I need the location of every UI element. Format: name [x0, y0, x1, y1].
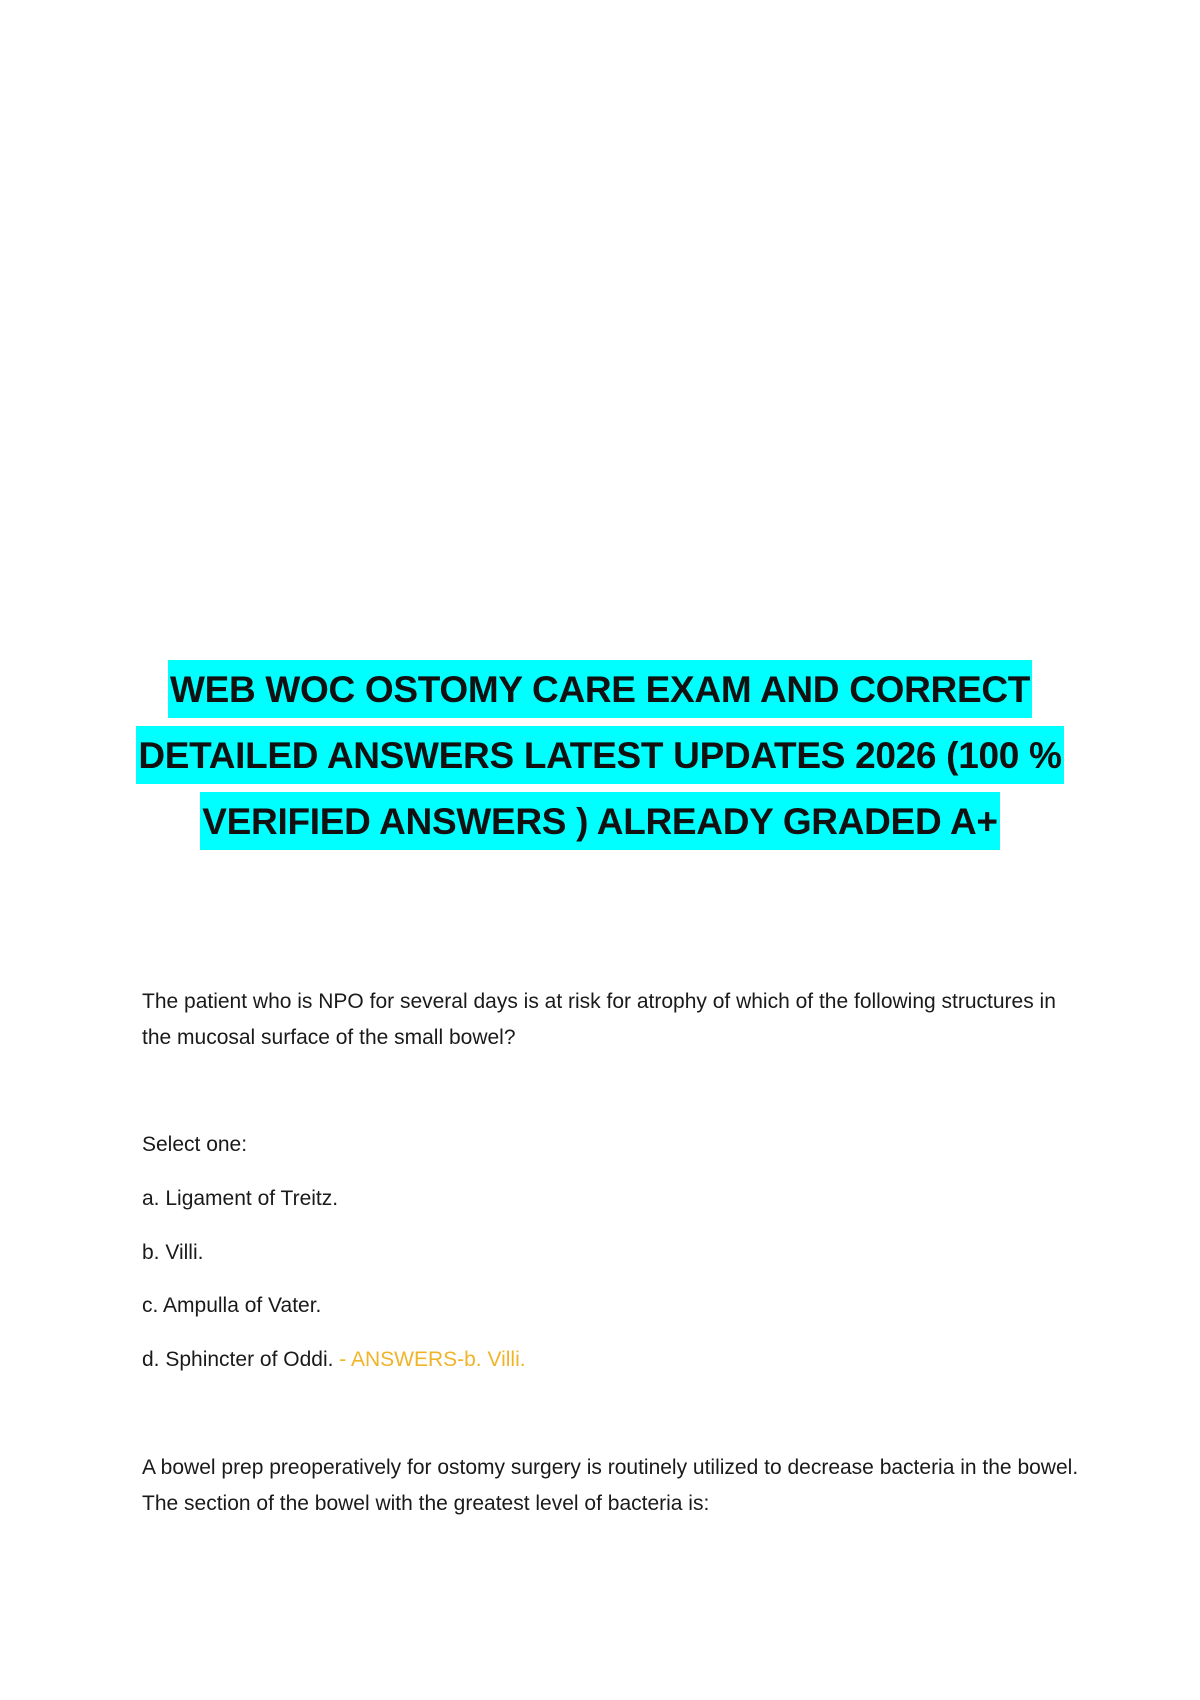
document-title: [100, 660, 1100, 858]
question-2-text: A bowel prep preoperatively for ostomy surgery is routinely utilized to decrease bacteria in the bowel. The section of the bowel with the greatest level of bacteria is:: [142, 1456, 1079, 1515]
question-1-select-label: Select one:: [142, 1133, 248, 1156]
question-1-option-d-line: [142, 1342, 1082, 1378]
title-line-3: VERIFIED ANSWERS ) ALREADY GRADED A+: [200, 792, 999, 850]
question-1-option-b: b. Villi.: [142, 1241, 204, 1264]
question-1-answer: - ANSWERS-b. Villi.: [333, 1348, 526, 1371]
question-1-option-a: a. Ligament of Treitz.: [142, 1187, 339, 1210]
title-line-2: DETAILED ANSWERS LATEST UPDATES 2026 (100 %: [136, 726, 1063, 784]
question-1-text: The patient who is NPO for several days is at risk for atrophy of which of the following structures in the mucosal surface of the small bowel?: [142, 990, 1056, 1049]
question-1-option-c: c. Ampulla of Vater.: [142, 1294, 322, 1317]
question-1-option-d: d. Sphincter of Oddi.: [142, 1348, 334, 1371]
title-line-1: WEB WOC OSTOMY CARE EXAM AND CORRECT: [168, 660, 1032, 718]
